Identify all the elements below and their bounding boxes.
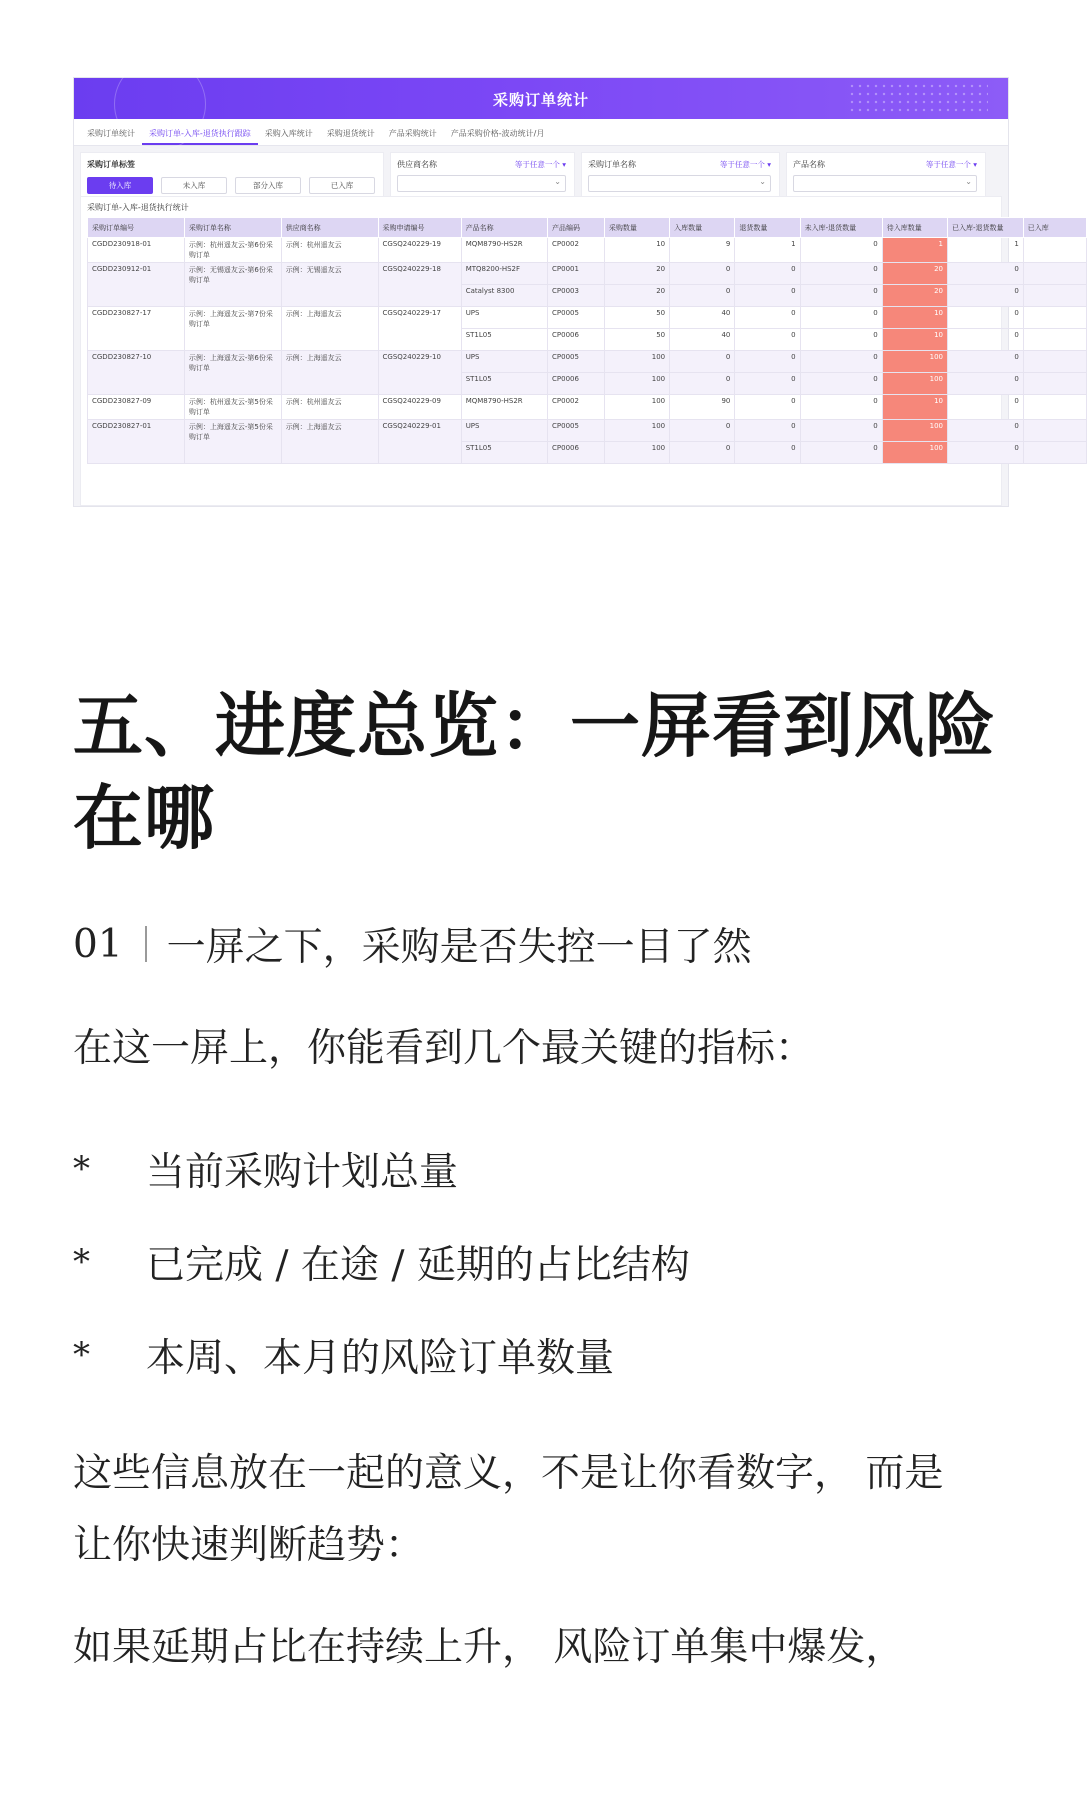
cell-po-name: 示例：杭州遥友云-第5份采购订单 <box>184 395 281 420</box>
cell-pending: 10 <box>882 395 947 420</box>
tab-price-fluctuation[interactable]: 产品采购价格-波动统计/月 <box>450 129 545 138</box>
cell-product-code: CP0003 <box>548 285 605 307</box>
tag-pending-button[interactable]: 待入库 <box>87 177 153 194</box>
list-item-text: 已完成 / 在途 / 延期的占比结构 <box>146 1243 690 1288</box>
cell-qty: 100 <box>604 420 669 442</box>
cell-not-in: 0 <box>800 238 882 263</box>
cell-returned: 0 <box>735 285 800 307</box>
list-item <box>73 1234 690 1290</box>
app-screenshot <box>73 77 1049 507</box>
intro-paragraph: 在这一屏上，你能看到几个最关键的指标： <box>73 1026 815 1071</box>
list-item-text: 当前采购计划总量 <box>146 1150 459 1195</box>
po-name-filter <box>581 152 780 198</box>
supplier-condition-dropdown[interactable]: 等于任意一个 ▾ <box>514 160 566 169</box>
column-header[interactable]: 已入库-退货数量 <box>948 218 1024 238</box>
list-item-text: 本周、本月的风险订单数量 <box>146 1336 615 1381</box>
cell-done: 0 <box>948 285 1024 307</box>
table-panel <box>80 196 1049 506</box>
cell-product-code: CP0002 <box>548 395 605 420</box>
cell-in: 0 <box>670 263 735 285</box>
table-row[interactable] <box>88 395 1087 420</box>
cell-request-id: CGSQ240229-01 <box>378 420 461 464</box>
cell-returned: 0 <box>735 329 800 351</box>
cell-qty: 100 <box>604 351 669 373</box>
po-name-condition-dropdown[interactable]: 等于任意一个 ▾ <box>719 160 771 169</box>
chevron-down-icon: ⌄ <box>759 177 766 186</box>
cell-extra <box>1023 373 1086 395</box>
cell-returned: 0 <box>735 263 800 285</box>
column-header[interactable]: 产品编码 <box>548 218 605 238</box>
cell-supplier: 示例：上海遥友云 <box>281 420 378 464</box>
cell-product: MQM8790-HS2R <box>461 238 547 263</box>
cell-done: 1 <box>948 238 1024 263</box>
cell-product: UPS <box>461 420 547 442</box>
cell-request-id: CGSQ240229-18 <box>378 263 461 307</box>
product-filter-label: 产品名称 <box>793 160 825 169</box>
cell-not-in: 0 <box>800 442 882 464</box>
cell-supplier: 示例：无锡遥友云 <box>281 263 378 307</box>
chevron-down-icon: ⌄ <box>965 177 972 186</box>
cell-po-name: 示例：上海遥友云-第7份采购订单 <box>184 307 281 351</box>
section-heading <box>73 680 1013 864</box>
cell-extra <box>1023 420 1086 442</box>
product-select[interactable] <box>793 175 977 192</box>
cell-po-id: CGDD230827-10 <box>88 351 185 395</box>
tab-return-stats[interactable]: 采购退货统计 <box>326 129 375 138</box>
cell-in: 90 <box>670 395 735 420</box>
cell-pending: 100 <box>882 420 947 442</box>
cell-extra <box>1023 442 1086 464</box>
cell-po-name: 示例：上海遥友云-第6份采购订单 <box>184 351 281 395</box>
cell-not-in: 0 <box>800 307 882 329</box>
column-header[interactable]: 采购申请编号 <box>378 218 461 238</box>
cell-done: 0 <box>948 373 1024 395</box>
cell-not-in: 0 <box>800 285 882 307</box>
po-name-select[interactable] <box>588 175 771 192</box>
cell-extra <box>1023 307 1086 329</box>
cell-qty: 20 <box>604 263 669 285</box>
cell-done: 0 <box>948 351 1024 373</box>
cell-done: 0 <box>948 420 1024 442</box>
column-header[interactable]: 采购订单名称 <box>184 218 281 238</box>
column-header[interactable]: 采购订单编号 <box>88 218 185 238</box>
cell-po-id: CGDD230918-01 <box>88 238 185 263</box>
cell-in: 40 <box>670 307 735 329</box>
column-header[interactable]: 退货数量 <box>735 218 800 238</box>
cell-product: UPS <box>461 307 547 329</box>
table-row[interactable] <box>88 420 1087 442</box>
cell-product: MQM8790-HS2R <box>461 395 547 420</box>
cell-returned: 0 <box>735 373 800 395</box>
cell-done: 0 <box>948 442 1024 464</box>
cell-request-id: CGSQ240229-19 <box>378 238 461 263</box>
cell-qty: 20 <box>604 285 669 307</box>
cell-product-code: CP0001 <box>548 263 605 285</box>
body-paragraph <box>73 1438 1023 1582</box>
cell-supplier: 示例：杭州遥友云 <box>281 395 378 420</box>
column-header[interactable]: 入库数量 <box>670 218 735 238</box>
table-row[interactable] <box>88 307 1087 329</box>
cell-returned: 0 <box>735 442 800 464</box>
cell-extra <box>1023 285 1086 307</box>
cell-qty: 100 <box>604 373 669 395</box>
cell-returned: 1 <box>735 238 800 263</box>
cell-pending: 100 <box>882 373 947 395</box>
cell-qty: 100 <box>604 395 669 420</box>
cell-qty: 100 <box>604 442 669 464</box>
bullet-mark: * <box>73 1149 90 1189</box>
tab-execution-tracking[interactable]: 采购订单-入库-退货执行跟踪 <box>142 128 258 145</box>
cell-po-name: 示例：无锡遥友云-第6份采购订单 <box>184 263 281 307</box>
cell-request-id: CGSQ240229-09 <box>378 395 461 420</box>
product-condition-dropdown[interactable]: 等于任意一个 ▾ <box>925 160 977 169</box>
cell-in: 0 <box>670 420 735 442</box>
cell-supplier: 示例：上海遥友云 <box>281 351 378 395</box>
po-name-filter-label: 采购订单名称 <box>588 160 636 169</box>
cell-not-in: 0 <box>800 263 882 285</box>
cell-extra <box>1023 263 1086 285</box>
cell-not-in: 0 <box>800 373 882 395</box>
app-title: 采购订单统计 <box>492 91 589 109</box>
cell-qty: 50 <box>604 307 669 329</box>
subheading-divider <box>145 926 147 962</box>
cell-supplier: 示例：杭州遥友云 <box>281 238 378 263</box>
cell-request-id: CGSQ240229-10 <box>378 351 461 395</box>
cell-product-code: CP0006 <box>548 329 605 351</box>
tag-done-button[interactable]: 已入库 <box>309 177 375 194</box>
column-header[interactable]: 供应商名称 <box>281 218 378 238</box>
cell-product-code: CP0005 <box>548 307 605 329</box>
cell-not-in: 0 <box>800 351 882 373</box>
supplier-filter-label: 供应商名称 <box>397 160 437 169</box>
chevron-down-icon: ⌄ <box>554 177 561 186</box>
cell-in: 9 <box>670 238 735 263</box>
supplier-select[interactable] <box>397 175 566 192</box>
tab-po-stats[interactable]: 采购订单统计 <box>87 129 135 138</box>
column-header[interactable]: 未入库-退货数量 <box>800 218 882 238</box>
body-paragraph-line-1: 这些信息放在一起的意义，不是让你看数字， 而是 <box>73 1451 944 1496</box>
cell-supplier: 示例：上海遥友云 <box>281 307 378 351</box>
column-header[interactable]: 产品名称 <box>461 218 547 238</box>
cell-in: 40 <box>670 329 735 351</box>
product-filter <box>786 152 986 198</box>
cell-pending: 100 <box>882 351 947 373</box>
list-item <box>73 1327 614 1383</box>
subheading <box>73 916 752 972</box>
table-title: 采购订单-入库-退货执行统计 <box>87 203 189 212</box>
cell-product: ST1L05 <box>461 373 547 395</box>
cell-extra <box>1023 395 1086 420</box>
cell-po-id: CGDD230912-01 <box>88 263 185 307</box>
tab-inbound-stats[interactable]: 采购入库统计 <box>264 129 313 138</box>
column-header[interactable]: 已入库 <box>1023 218 1086 238</box>
cell-product: UPS <box>461 351 547 373</box>
cell-pending: 20 <box>882 263 947 285</box>
cell-product: ST1L05 <box>461 442 547 464</box>
body-paragraph-2: 如果延期占比在持续上升， 风险订单集中爆发， <box>73 1625 905 1670</box>
cell-product-code: CP0006 <box>548 373 605 395</box>
cell-pending: 1 <box>882 238 947 263</box>
cell-po-id: CGDD230827-01 <box>88 420 185 464</box>
cell-not-in: 0 <box>800 395 882 420</box>
cell-returned: 0 <box>735 351 800 373</box>
cell-product-code: CP0005 <box>548 420 605 442</box>
cell-pending: 10 <box>882 329 947 351</box>
cell-product: ST1L05 <box>461 329 547 351</box>
table-row[interactable] <box>88 263 1087 285</box>
cell-in: 0 <box>670 442 735 464</box>
cell-returned: 0 <box>735 307 800 329</box>
cell-returned: 0 <box>735 420 800 442</box>
cell-not-in: 0 <box>800 420 882 442</box>
cell-done: 0 <box>948 329 1024 351</box>
tab-bar <box>74 119 1008 146</box>
cell-done: 0 <box>948 307 1024 329</box>
subheading-number: 01 <box>73 921 123 967</box>
cell-product: Catalyst 8300 <box>461 285 547 307</box>
cell-qty: 10 <box>604 238 669 263</box>
cell-pending: 20 <box>882 285 947 307</box>
cell-done: 0 <box>948 263 1024 285</box>
cell-product: MTQ8200-HS2F <box>461 263 547 285</box>
tag-partial-button[interactable]: 部分入库 <box>235 177 301 194</box>
tab-product-purchase-stats[interactable]: 产品采购统计 <box>388 129 437 138</box>
cell-pending: 10 <box>882 307 947 329</box>
table-header-row <box>88 218 1087 238</box>
list-item <box>73 1141 458 1197</box>
cell-pending: 100 <box>882 442 947 464</box>
section-heading-line-1: 五、进度总览：一屏看到风险 <box>73 684 996 767</box>
app-title-bar <box>74 78 1008 119</box>
cell-po-id: CGDD230827-09 <box>88 395 185 420</box>
column-header[interactable]: 采购数量 <box>604 218 669 238</box>
cell-product-code: CP0005 <box>548 351 605 373</box>
table-row[interactable] <box>88 238 1087 263</box>
tag-filter <box>80 152 384 198</box>
cell-product-code: CP0002 <box>548 238 605 263</box>
bullet-mark: * <box>73 1242 90 1282</box>
column-header[interactable]: 待入库数量 <box>882 218 947 238</box>
cell-po-name: 示例：上海遥友云-第5份采购订单 <box>184 420 281 464</box>
cell-in: 0 <box>670 351 735 373</box>
cell-extra <box>1023 351 1086 373</box>
cell-returned: 0 <box>735 395 800 420</box>
subheading-text: 一屏之下，采购是否失控一目了然 <box>166 925 752 970</box>
cell-request-id: CGSQ240229-17 <box>378 307 461 351</box>
execution-table <box>87 217 1087 464</box>
filter-bar <box>74 146 1008 198</box>
cell-in: 0 <box>670 285 735 307</box>
bullet-mark: * <box>73 1335 90 1375</box>
body-paragraph-line-2: 让你快速判断趋势： <box>73 1523 425 1568</box>
cell-extra <box>1023 238 1086 263</box>
cell-product-code: CP0006 <box>548 442 605 464</box>
section-heading-line-2: 在哪 <box>73 776 215 859</box>
cell-qty: 50 <box>604 329 669 351</box>
cell-extra <box>1023 329 1086 351</box>
table-row[interactable] <box>88 351 1087 373</box>
cell-po-id: CGDD230827-17 <box>88 307 185 351</box>
tag-filter-label: 采购订单标签 <box>87 160 135 169</box>
cell-in: 0 <box>670 373 735 395</box>
cell-po-name: 示例：杭州遥友云-第6份采购订单 <box>184 238 281 263</box>
tag-not-in-button[interactable]: 未入库 <box>161 177 227 194</box>
supplier-filter <box>390 152 575 198</box>
cell-done: 0 <box>948 395 1024 420</box>
cell-not-in: 0 <box>800 329 882 351</box>
